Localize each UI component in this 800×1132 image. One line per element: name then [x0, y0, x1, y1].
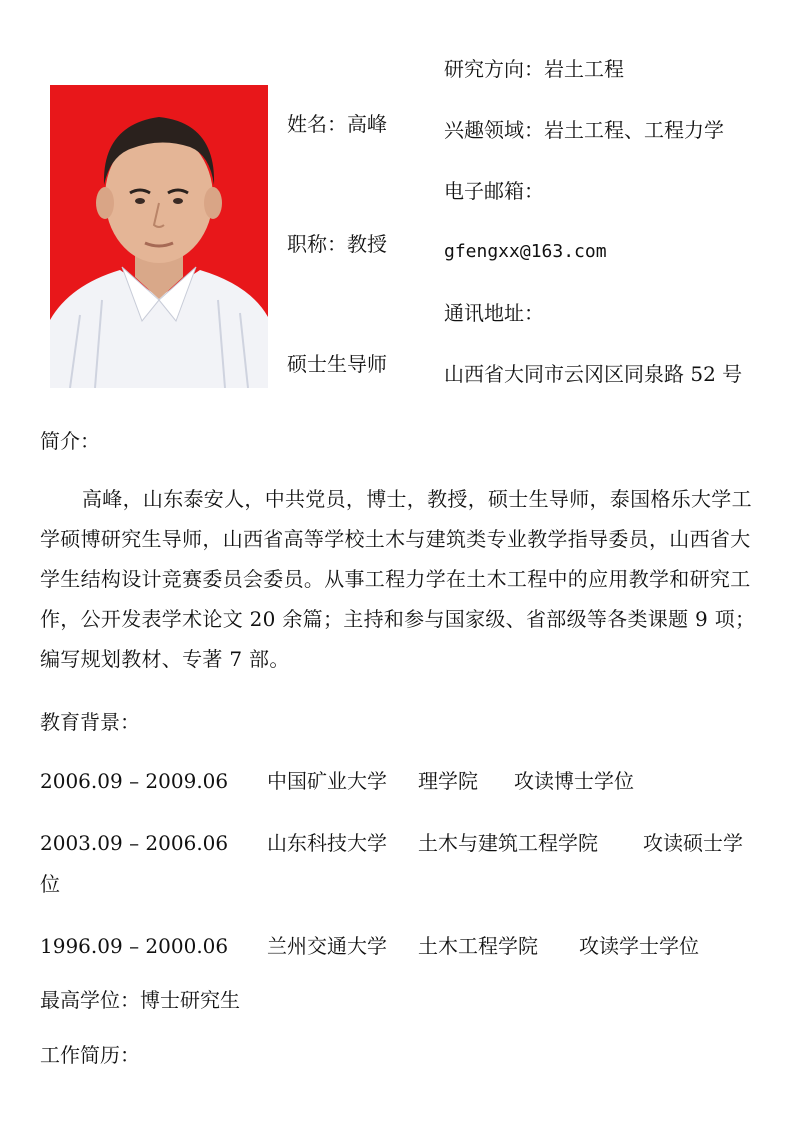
education-degree: 攻读博士学位 — [514, 769, 634, 793]
education-school: 山东科技大学 — [267, 831, 387, 855]
portrait-illustration — [50, 85, 268, 388]
work-heading: 工作简历： — [40, 1043, 140, 1067]
education-item — [40, 767, 765, 795]
address-value: 山西省大同市云冈区同泉路 52 号 — [444, 362, 743, 386]
education-college: 土木工程学院 — [418, 934, 538, 958]
education-college: 理学院 — [418, 769, 478, 793]
intro-heading: 简介： — [40, 429, 100, 453]
intro-body: 高峰，山东泰安人，中共党员，博士，教授，硕士生导师，泰国格乐大学工学硕博研究生导师，山西省高等学校土木与建筑类专业教学指导委员，山西省大学生结构设计竞赛委员会委员。从事工程力学在土木工程中的应用教学和研究工作，公开发表学术论文 20 余篇；主持和参与国家级、省部级等各类课题 9 项；编写规划教材、专著 7 部。 — [40, 487, 756, 671]
education-degree: 攻读硕士学 — [643, 831, 743, 855]
education-period: 1996.09 – 2000.06 — [40, 934, 229, 958]
education-item — [40, 932, 765, 960]
interest-field: 兴趣领域：岩土工程、工程力学 — [444, 118, 724, 142]
education-degree-wrap: 位 — [40, 872, 60, 896]
education-period: 2003.09 – 2006.06 — [40, 831, 229, 855]
title-line: 职称：教授 — [287, 232, 387, 256]
address-label: 通讯地址： — [444, 301, 544, 325]
highest-degree: 最高学位：博士研究生 — [40, 988, 240, 1012]
education-heading: 教育背景： — [40, 710, 140, 734]
education-college: 土木与建筑工程学院 — [418, 831, 598, 855]
research-direction: 研究方向：岩土工程 — [444, 57, 624, 81]
email-label: 电子邮箱： — [444, 179, 544, 203]
intro-paragraph — [40, 479, 765, 679]
education-school: 兰州交通大学 — [267, 934, 387, 958]
education-item — [40, 829, 765, 857]
education-degree: 攻读学士学位 — [579, 934, 699, 958]
email-value: gfengxx@163.com — [444, 241, 607, 262]
education-period: 2006.09 – 2009.06 — [40, 769, 229, 793]
supervisor-line: 硕士生导师 — [287, 352, 387, 376]
education-school: 中国矿业大学 — [267, 769, 387, 793]
name-line: 姓名：高峰 — [287, 112, 387, 136]
portrait-photo — [50, 85, 268, 388]
